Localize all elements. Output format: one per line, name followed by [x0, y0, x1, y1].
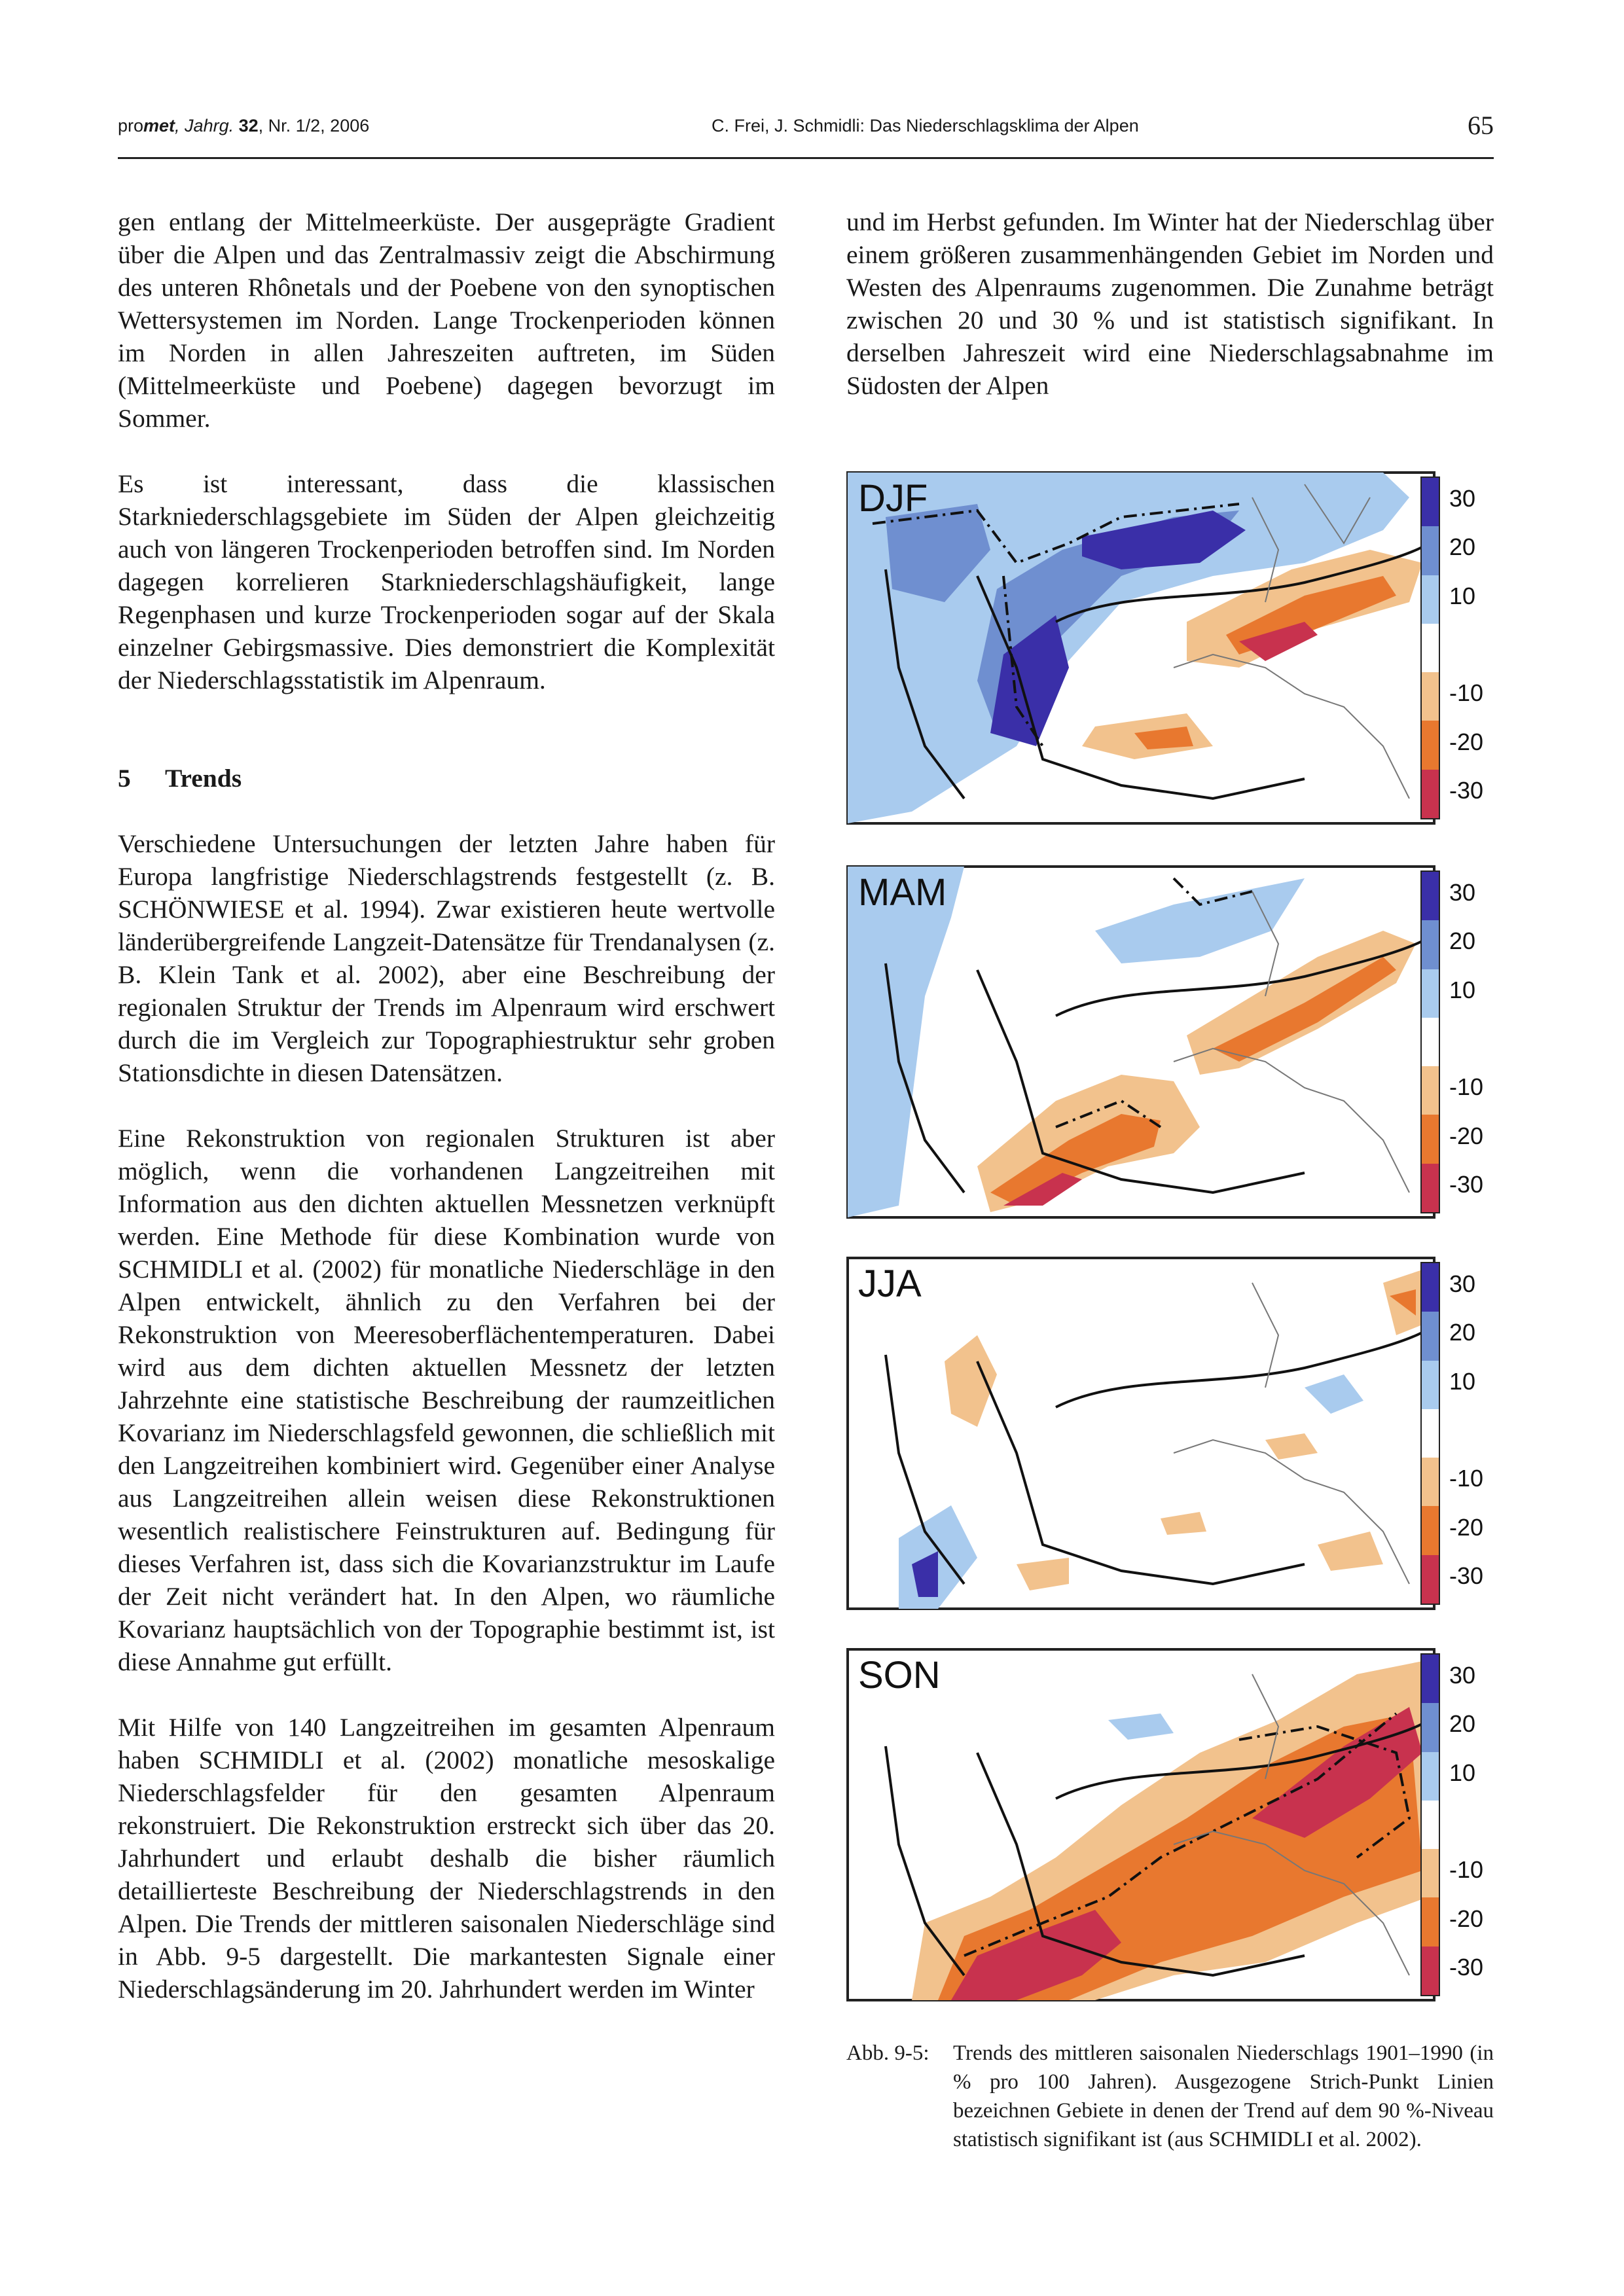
colorbar-segment	[1422, 872, 1439, 920]
left-column	[118, 206, 775, 2005]
paragraph: Mit Hilfe von 140 Langzeitreihen im gesamten Alpenraum haben SCHMIDLI et al. (2002) monatliche mesoskalige Niederschlagsfelder für den gesamten Alpenraum rekonstruiert. Die Rekonstruktion erstreckt sich über das 20. Jahrhundert und erlaubt deshalb die bisher räumlich detaillierteste Beschreibung der Niederschlagstrends in den Alpen. Die Trends der mittleren saisonalen Niederschläge sind in Abb. 9-5 dargestellt. Die markantesten Signale einer Niederschlagsänderung im 20. Jahrhundert werden im Winter	[118, 1713, 775, 2003]
paragraph: und im Herbst gefunden. Im Winter hat der Niederschlag über einem größeren zusammenhängenden Gebiet im Norden und Westen des Alpenraums zugenommen. Die Zunahme beträgt zwischen 20 und 30 % und ist statistisch signifikant. In derselben Jahreszeit wird eine Niederschlagsabnahme im Südosten der Alpen	[846, 207, 1494, 400]
colorbar-segment	[1422, 1312, 1439, 1360]
colorbar-tick-label: 10	[1449, 976, 1476, 1003]
colorbar-tick-label: -20	[1449, 1905, 1484, 1932]
map-panel-mam	[846, 865, 1463, 1219]
section-title: Trends	[165, 764, 242, 793]
colorbar-tick-label: 20	[1449, 1710, 1476, 1738]
colorbar-segment	[1422, 770, 1439, 818]
section-number: 5	[118, 764, 131, 793]
paragraph: Verschiedene Untersuchungen der letzten Jahre haben für Europa langfristige Niederschlagstrends festgestellt (z. B. SCHÖNWIESE et al. 1994). Zwar existieren heute wertvolle länderübergreifende Langzeit-Datensätze für Trendanalysen (z. B. Klein Tank et al. 2002), aber eine Beschreibung der regionalen Struktur der Trends im Alpenraum wird erschwert durch die im Vergleich zur Topographiestruktur sehr groben Stationsdichte in diesen Datensätzen.	[118, 829, 775, 1087]
colorbar-tick-label: -30	[1449, 1953, 1484, 1981]
colorbar-segment	[1422, 1752, 1439, 1801]
colorbar-tick-label: 30	[1449, 1270, 1476, 1298]
colorbar-segment	[1422, 478, 1439, 526]
colorbar-tick-label: -10	[1449, 1073, 1484, 1101]
caption-label: Abb. 9-5:	[846, 2041, 929, 2065]
colorbar-tick-label: 30	[1449, 1662, 1476, 1689]
colorbar-tick-label: -10	[1449, 1856, 1484, 1884]
panel-label: JJA	[858, 1263, 922, 1305]
colorbar-segment	[1422, 1409, 1439, 1458]
paragraph: Eine Rekonstruktion von regionalen Strukturen ist aber möglich, wenn die vorhandenen Langzeitreihen mit Information aus den dichten aktuellen Messnetzen verknüpft werden. Eine Methode für diese Kombination wurde von SCHMIDLI et al. (2002) für monatliche Niederschläge in den Alpen entwickelt, ähnlich zu den Verfahren bei der Rekonstruktion von Meeresoberflächentemperaturen. Dabei wird aus dem dichten aktuellen Messnetz der letzten Jahrzehnte eine statistische Beschreibung der raumzeitlichen Kovarianz im Niederschlagsfeld gewonnen, die schließlich mit den Langzeitreihen kombiniert wird. Gegenüber einer Analyse aus Langzeitreihen allein weisen diese Rekonstruktionen wesentlich realistischere Feinstrukturen auf. Bedingung für dieses Verfahren ist, dass sich die Kovarianzstruktur im Laufe der Zeit nicht verändert hat. In den Alpen, wo räumliche Kovarianz hauptsächlich von der Topographie bestimmt ist, ist diese Annahme gut erfüllt.	[118, 1124, 775, 1676]
map-panel-djf	[846, 471, 1463, 825]
colorbar-segment	[1422, 1164, 1439, 1212]
colorbar-segment	[1422, 969, 1439, 1018]
colorbar	[1420, 476, 1440, 819]
colorbar-tick-label: 10	[1449, 582, 1476, 609]
map-mam	[846, 865, 1435, 1219]
colorbar-segment	[1422, 1849, 1439, 1897]
panel-label: DJF	[858, 477, 928, 520]
map-panel-son	[846, 1648, 1463, 2001]
header-rule	[118, 157, 1494, 159]
colorbar-segment	[1422, 1361, 1439, 1409]
colorbar-segment	[1422, 1458, 1439, 1506]
panel-label: MAM	[858, 871, 947, 914]
caption-text: Trends des mittleren saisonalen Niederschlags 1901–1990 (in % pro 100 Jahren). Ausgezogene Strich-Punkt Linien bezeichnen Gebiete in denen der Trend auf dem 90 %-Niveau statistisch signifikant ist (aus SCHMIDLI et al. 2002).	[953, 2041, 1494, 2151]
running-header-title: C. Frei, J. Schmidli: Das Niederschlagsklima der Alpen	[712, 116, 1139, 135]
section-heading	[118, 762, 775, 795]
colorbar-segment	[1422, 672, 1439, 721]
colorbar-tick-label: 20	[1449, 533, 1476, 561]
colorbar-segment	[1422, 1897, 1439, 1946]
paragraph: Es ist interessant, dass die klassischen Starkniederschlagsgebiete im Süden der Alpen gleichzeitig auch von längeren Trockenperioden betroffen sind. Im Norden dagegen korrelieren Starkniederschlagshäufigkeit, lange Regenphasen und kurze Trockenperioden sogar auf der Skala einzelner Gebirgsmassive. Dies demonstriert die Komplexität der Niederschlagsstatistik im Alpenraum.	[118, 469, 775, 694]
colorbar-tick-label: -20	[1449, 1513, 1484, 1541]
colorbar-segment	[1422, 1066, 1439, 1115]
colorbar-tick-label: 20	[1449, 1319, 1476, 1346]
colorbar-segment	[1422, 721, 1439, 769]
colorbar-tick-label: 10	[1449, 1367, 1476, 1395]
colorbar-tick-label: -10	[1449, 679, 1484, 707]
colorbar-segment	[1422, 1555, 1439, 1604]
map-jja	[846, 1257, 1435, 1610]
colorbar-tick-label: 20	[1449, 927, 1476, 955]
colorbar-segment	[1422, 1801, 1439, 1849]
colorbar-tick-label: -20	[1449, 728, 1484, 755]
colorbar-tick-label: -30	[1449, 776, 1484, 804]
colorbar-segment	[1422, 920, 1439, 969]
colorbar-tick-label: -10	[1449, 1465, 1484, 1492]
colorbar-segment	[1422, 1018, 1439, 1066]
page-number: 65	[1468, 111, 1494, 140]
colorbar-tick-label: 30	[1449, 879, 1476, 906]
colorbar-segment	[1422, 1506, 1439, 1554]
colorbar-segment	[1422, 526, 1439, 575]
colorbar-segment	[1422, 624, 1439, 672]
colorbar-tick-label: -20	[1449, 1122, 1484, 1149]
colorbar-tick-label: -30	[1449, 1562, 1484, 1589]
colorbar-segment	[1422, 1263, 1439, 1312]
colorbar-tick-label: 30	[1449, 485, 1476, 512]
map-panel-jja	[846, 1257, 1463, 1610]
colorbar-segment	[1422, 575, 1439, 624]
map-son	[846, 1648, 1435, 2001]
colorbar-segment	[1422, 1946, 1439, 1995]
colorbar-tick-label: 10	[1449, 1759, 1476, 1786]
colorbar-segment	[1422, 1703, 1439, 1751]
colorbar-segment	[1422, 1115, 1439, 1163]
map-djf	[846, 471, 1435, 825]
right-column	[846, 206, 1494, 402]
colorbar-tick-label: -30	[1449, 1170, 1484, 1198]
colorbar	[1420, 1653, 1440, 1996]
colorbar	[1420, 1262, 1440, 1605]
colorbar	[1420, 870, 1440, 1213]
panel-label: SON	[858, 1654, 941, 1696]
running-header-journal: promet, Jahrg. 32, Nr. 1/2, 2006	[118, 116, 370, 135]
paragraph: gen entlang der Mittelmeerküste. Der ausgeprägte Gradient über die Alpen und das Zentralmassiv zeigt die Abschirmung des unteren Rhônetals und der Poebene von den synoptischen Wettersystemen im Norden. Lange Trockenperioden können im Norden in allen Jahreszeiten auftreten, im Süden (Mittelmeerküste und Poebene) dagegen bevorzugt im Sommer.	[118, 207, 775, 433]
colorbar-segment	[1422, 1655, 1439, 1703]
